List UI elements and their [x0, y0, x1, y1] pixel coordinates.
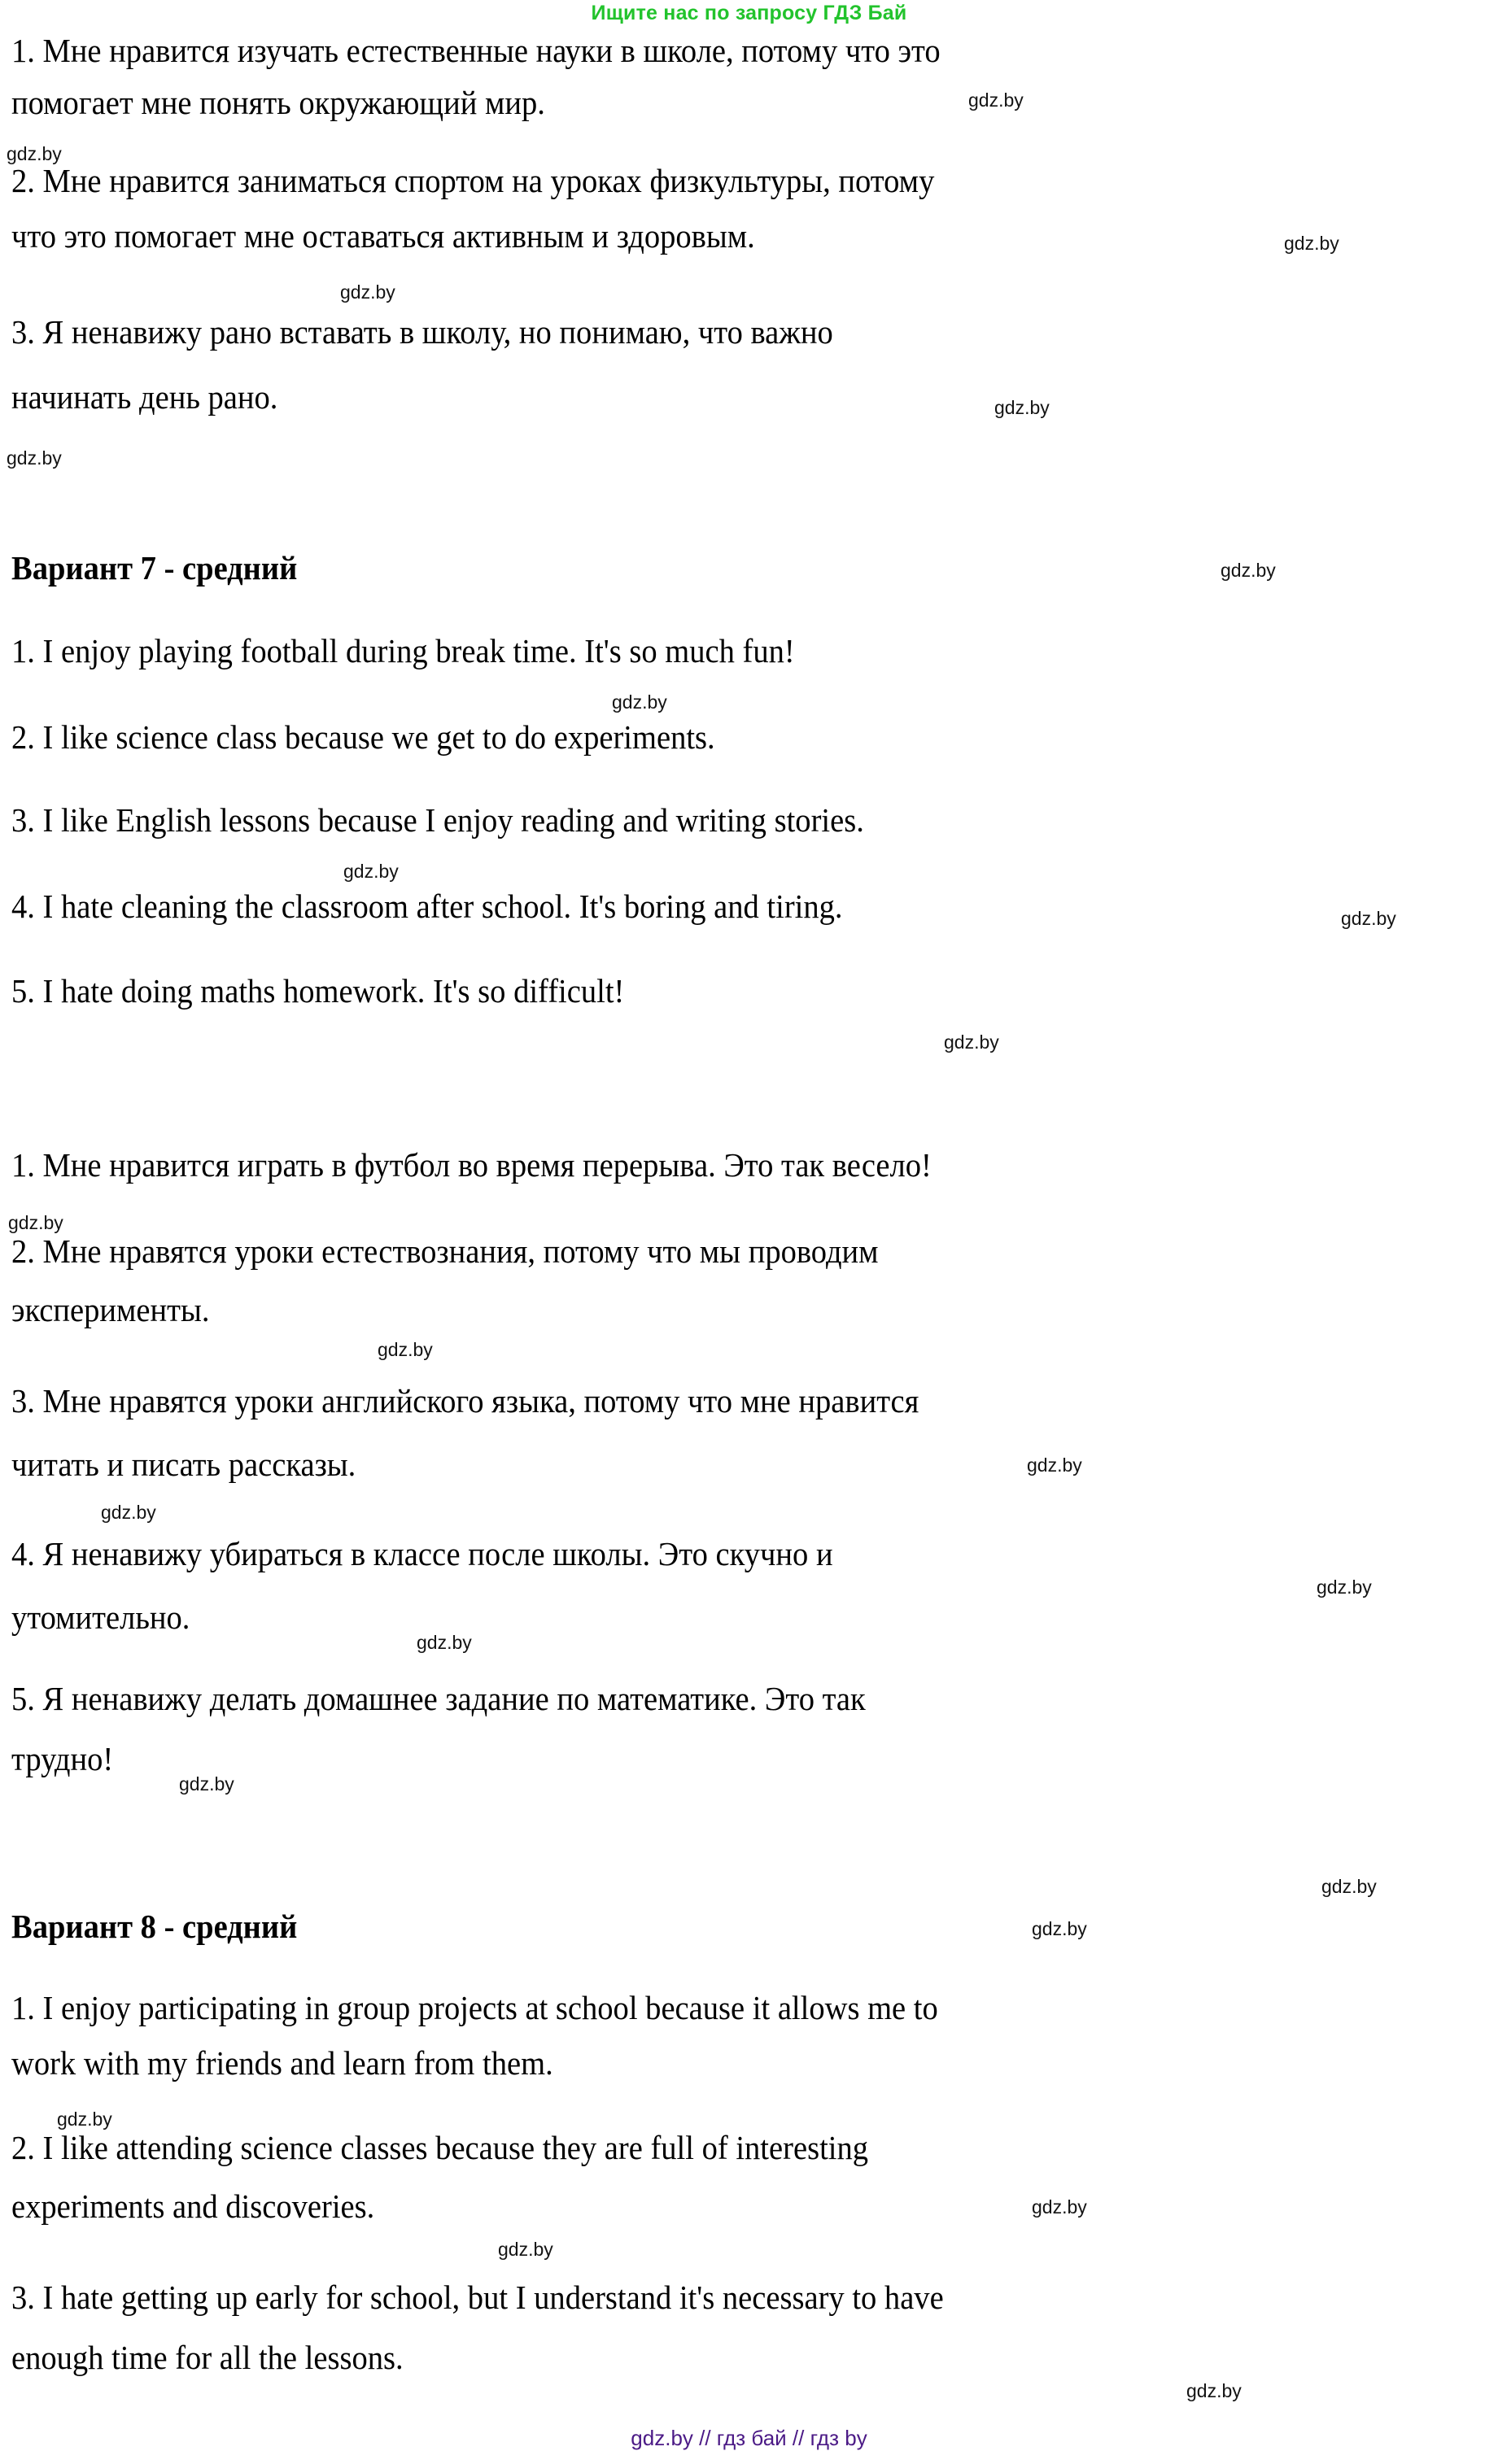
- watermark: gdz.by: [1284, 233, 1339, 254]
- watermark: gdz.by: [340, 281, 395, 303]
- watermark: gdz.by: [1221, 560, 1276, 581]
- watermark: gdz.by: [1027, 1454, 1082, 1476]
- watermark: gdz.by: [1317, 1577, 1372, 1598]
- variant-7-russian-5-line-2: трудно!: [11, 1740, 114, 1777]
- variant-7-russian-3-line-1: 3. Мне нравятся уроки английского языка, потому что мне нравится: [11, 1382, 919, 1420]
- variant-8-english-1-line-1: 1. I enjoy participating in group projects at school because it allows me to: [11, 1989, 938, 2026]
- intro-item-2-line-2: что это помогает мне оставаться активным и здоровым.: [11, 217, 755, 255]
- intro-item-3-line-1: 3. Я ненавижу рано вставать в школу, но понимаю, что важно: [11, 313, 833, 351]
- variant-7-english-5: 5. I hate doing maths homework. It's so difficult!: [11, 972, 625, 1010]
- variant-8-english-3-line-2: enough time for all the lessons.: [11, 2339, 404, 2376]
- watermark: gdz.by: [944, 1031, 999, 1053]
- variant-8-english-2-line-1: 2. I like attending science classes because they are full of interesting: [11, 2129, 869, 2166]
- intro-item-1-line-2: помогает мне понять окружающий мир.: [11, 84, 545, 121]
- watermark: gdz.by: [343, 861, 399, 882]
- watermark: gdz.by: [612, 691, 667, 713]
- watermark: gdz.by: [1186, 2380, 1242, 2401]
- variant-7-english-2: 2. I like science class because we get to do experiments.: [11, 718, 715, 756]
- intro-item-2-line-1: 2. Мне нравится заниматься спортом на уроках физкультуры, потому: [11, 162, 935, 199]
- watermark: gdz.by: [417, 1632, 472, 1653]
- watermark: gdz.by: [1321, 1876, 1377, 1897]
- footer-links[interactable]: gdz.by // гдз бай // гдз by: [631, 2426, 867, 2450]
- watermark: gdz.by: [8, 1212, 63, 1233]
- watermark: gdz.by: [498, 2239, 553, 2260]
- variant-7-russian-5-line-1: 5. Я ненавижу делать домашнее задание по математике. Это так: [11, 1680, 866, 1717]
- watermark: gdz.by: [994, 397, 1050, 418]
- variant-8-english-2-line-2: experiments and discoveries.: [11, 2187, 375, 2225]
- watermark: gdz.by: [7, 447, 62, 469]
- variant-7-heading: Вариант 7 - средний: [11, 549, 298, 587]
- variant-7-russian-4-line-2: утомительно.: [11, 1598, 190, 1636]
- watermark: gdz.by: [179, 1773, 234, 1795]
- variant-8-heading: Вариант 8 - средний: [11, 1908, 298, 1945]
- watermark: gdz.by: [378, 1339, 433, 1360]
- variant-8-english-1-line-2: work with my friends and learn from them.: [11, 2044, 553, 2082]
- intro-item-1-line-1: 1. Мне нравится изучать естественные науки в школе, потому что это: [11, 32, 941, 69]
- intro-item-3-line-2: начинать день рано.: [11, 378, 278, 416]
- variant-7-russian-3-line-2: читать и писать рассказы.: [11, 1446, 356, 1483]
- variant-7-russian-2-line-1: 2. Мне нравятся уроки естествознания, потому что мы проводим: [11, 1232, 879, 1270]
- variant-7-english-4: 4. I hate cleaning the classroom after school. It's boring and tiring.: [11, 887, 843, 925]
- watermark: gdz.by: [57, 2109, 112, 2130]
- variant-7-russian-1-line-1: 1. Мне нравится играть в футбол во время перерыва. Это так весело!: [11, 1146, 932, 1184]
- variant-7-english-1: 1. I enjoy playing football during break time. It's so much fun!: [11, 632, 795, 669]
- variant-8-english-3-line-1: 3. I hate getting up early for school, but I understand it's necessary to have: [11, 2279, 944, 2316]
- variant-7-russian-2-line-2: эксперименты.: [11, 1291, 210, 1328]
- variant-7-english-3: 3. I like English lessons because I enjoy reading and writing stories.: [11, 801, 864, 839]
- watermark: gdz.by: [1341, 908, 1396, 929]
- variant-7-russian-4-line-1: 4. Я ненавижу убираться в классе после школы. Это скучно и: [11, 1535, 833, 1572]
- watermark: gdz.by: [968, 89, 1024, 111]
- watermark: gdz.by: [7, 143, 62, 164]
- watermark: gdz.by: [1032, 1918, 1087, 1939]
- watermark: gdz.by: [1032, 2196, 1087, 2218]
- watermark: gdz.by: [101, 1502, 156, 1523]
- promo-banner: Ищите нас по запросу ГДЗ Бай: [591, 2, 907, 24]
